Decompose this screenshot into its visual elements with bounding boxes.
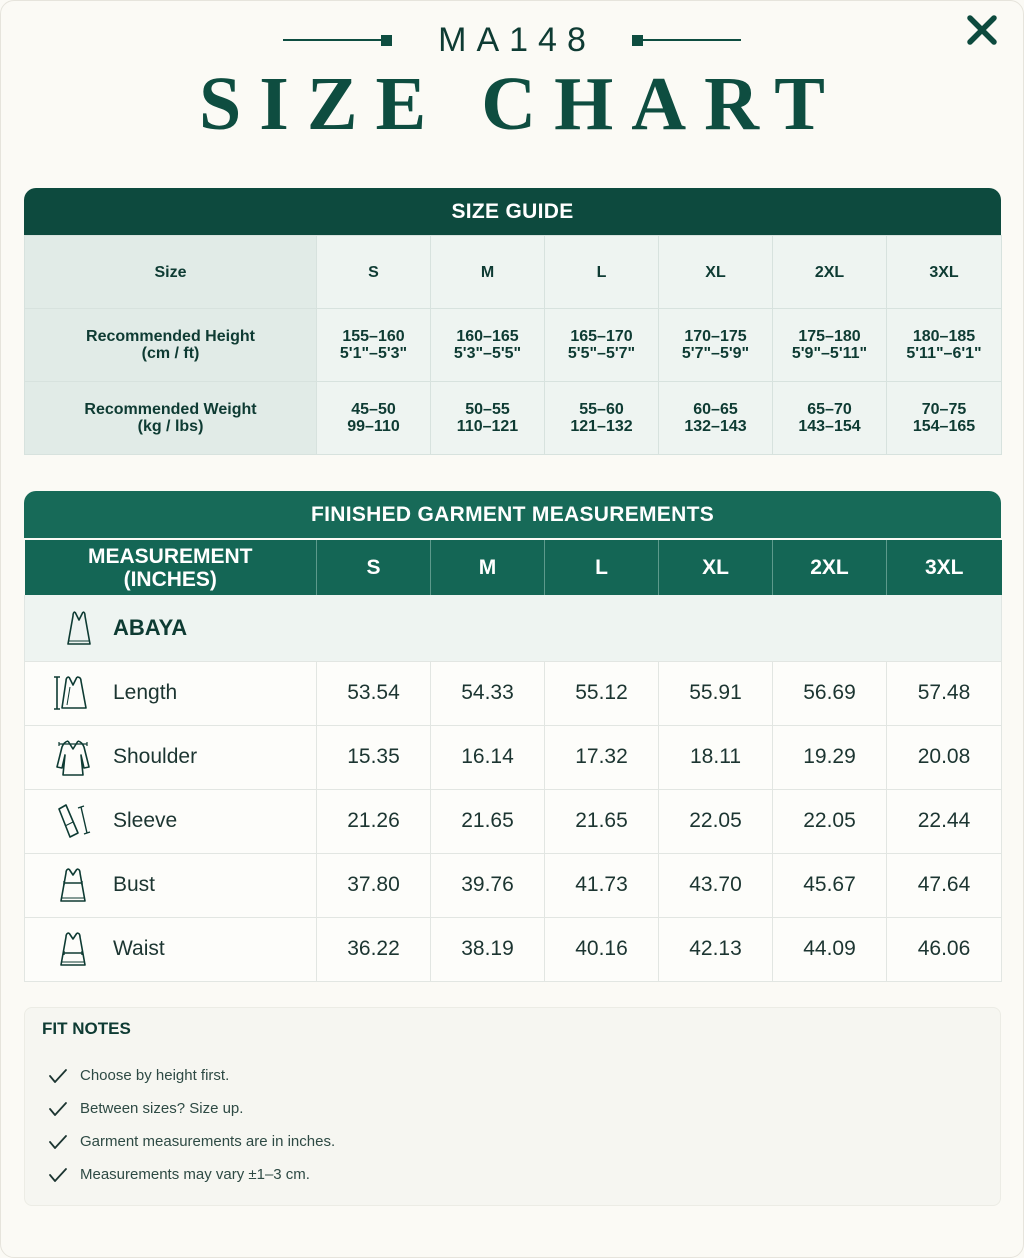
waist-icon	[49, 929, 97, 969]
height-row	[25, 309, 1002, 382]
measurements-section	[24, 491, 1001, 982]
measurement-value: 17.32	[545, 725, 659, 789]
height-cell: 180–185 5'11"–6'1"	[887, 309, 1002, 382]
model-code: MA148	[438, 20, 596, 59]
measurement-name: Waist	[113, 937, 165, 960]
measurement-value: 39.76	[431, 853, 545, 917]
measurement-value: 44.09	[773, 917, 887, 981]
measurement-value: 36.22	[317, 917, 431, 981]
measurement-value: 57.48	[887, 661, 1002, 725]
measurement-value: 18.11	[659, 725, 773, 789]
left-ornament	[283, 35, 392, 46]
list-item	[47, 1092, 335, 1125]
measurement-value: 21.65	[545, 789, 659, 853]
measurement-value: 22.05	[773, 789, 887, 853]
measurement-name: Bust	[113, 873, 156, 896]
measurement-value: 46.06	[887, 917, 1002, 981]
list-item	[47, 1158, 335, 1191]
measurement-row-waist	[25, 917, 1002, 981]
fit-note-text: Between sizes? Size up.	[80, 1100, 244, 1117]
abaya-icon	[55, 608, 103, 648]
fit-note-text: Measurements may vary ±1–3 cm.	[80, 1166, 310, 1183]
measurements-header-row	[25, 540, 1002, 595]
checkmark-icon	[47, 1166, 69, 1184]
measurement-value: 47.64	[887, 853, 1002, 917]
size-guide-section	[24, 188, 1001, 455]
size-header-cell: 3XL	[887, 236, 1002, 309]
shoulder-icon	[49, 735, 97, 779]
size-label: Size	[25, 236, 317, 309]
size-header-cell: L	[545, 236, 659, 309]
weight-cell: 70–75 154–165	[887, 382, 1002, 455]
measurement-value: 20.08	[887, 725, 1002, 789]
checkmark-icon	[47, 1100, 69, 1118]
measurements-table	[24, 540, 1002, 982]
measurement-value: 56.69	[773, 661, 887, 725]
measurement-value: 22.44	[887, 789, 1002, 853]
size-header-cell: M	[431, 236, 545, 309]
measurement-header-label: MEASUREMENT (INCHES)	[25, 540, 317, 595]
checkmark-icon	[47, 1133, 69, 1151]
page-title: SIZE CHART	[198, 62, 843, 146]
measurement-row-shoulder	[25, 725, 1002, 789]
fit-notes-title: FIT NOTES	[42, 1019, 131, 1038]
measurement-row-bust	[25, 853, 1002, 917]
right-ornament	[632, 35, 741, 46]
checkmark-icon	[47, 1067, 69, 1085]
size-guide-table	[24, 235, 1002, 455]
measurement-value: 45.67	[773, 853, 887, 917]
model-row	[0, 20, 1024, 60]
height-cell: 170–175 5'7"–5'9"	[659, 309, 773, 382]
category-row	[25, 595, 1002, 661]
size-header-cell: XL	[659, 236, 773, 309]
measurement-value: 38.19	[431, 917, 545, 981]
measurement-name: Length	[113, 681, 178, 704]
weight-cell: 50–55 110–121	[431, 382, 545, 455]
size-header-cell: S	[317, 236, 431, 309]
size-column-header: M	[431, 540, 545, 595]
size-column-header: L	[545, 540, 659, 595]
sleeve-icon	[49, 801, 97, 841]
height-label: Recommended Height (cm / ft)	[25, 309, 317, 382]
fit-notes-list	[47, 1059, 335, 1191]
weight-cell: 60–65 132–143	[659, 382, 773, 455]
measurement-row-length	[25, 661, 1002, 725]
measurement-value: 53.54	[317, 661, 431, 725]
weight-row	[25, 382, 1002, 455]
list-item	[47, 1059, 335, 1092]
measurement-value: 21.26	[317, 789, 431, 853]
height-cell: 155–160 5'1"–5'3"	[317, 309, 431, 382]
size-row	[25, 236, 1002, 309]
list-item	[47, 1125, 335, 1158]
measurement-name: Shoulder	[113, 745, 198, 768]
size-column-header: S	[317, 540, 431, 595]
fit-notes-panel	[24, 1007, 1001, 1206]
height-cell: 165–170 5'5"–5'7"	[545, 309, 659, 382]
size-column-header: 3XL	[887, 540, 1002, 595]
measurement-value: 40.16	[545, 917, 659, 981]
bust-icon	[49, 865, 97, 905]
size-header-cell: 2XL	[773, 236, 887, 309]
measurement-value: 22.05	[659, 789, 773, 853]
measurement-name: Sleeve	[113, 809, 178, 832]
measurement-value: 43.70	[659, 853, 773, 917]
measurement-value: 42.13	[659, 917, 773, 981]
fit-note-text: Choose by height first.	[80, 1067, 230, 1084]
size-guide-title: SIZE GUIDE	[24, 188, 1001, 235]
measurement-value: 54.33	[431, 661, 545, 725]
measurement-value: 19.29	[773, 725, 887, 789]
height-cell: 175–180 5'9"–5'11"	[773, 309, 887, 382]
measurement-value: 15.35	[317, 725, 431, 789]
weight-cell: 55–60 121–132	[545, 382, 659, 455]
category-name: ABAYA	[113, 614, 188, 640]
height-cell: 160–165 5'3"–5'5"	[431, 309, 545, 382]
measurement-value: 55.12	[545, 661, 659, 725]
length-icon	[49, 673, 97, 713]
measurement-value: 41.73	[545, 853, 659, 917]
weight-label: Recommended Weight (kg / lbs)	[25, 382, 317, 455]
weight-cell: 45–50 99–110	[317, 382, 431, 455]
measurement-value: 37.80	[317, 853, 431, 917]
weight-cell: 65–70 143–154	[773, 382, 887, 455]
measurement-value: 16.14	[431, 725, 545, 789]
measurement-value: 21.65	[431, 789, 545, 853]
measurement-value: 55.91	[659, 661, 773, 725]
size-column-header: XL	[659, 540, 773, 595]
measurement-row-sleeve	[25, 789, 1002, 853]
page-header	[0, 20, 1024, 144]
fit-note-text: Garment measurements are in inches.	[80, 1133, 336, 1150]
size-column-header: 2XL	[773, 540, 887, 595]
measurements-title: FINISHED GARMENT MEASUREMENTS	[24, 491, 1001, 540]
